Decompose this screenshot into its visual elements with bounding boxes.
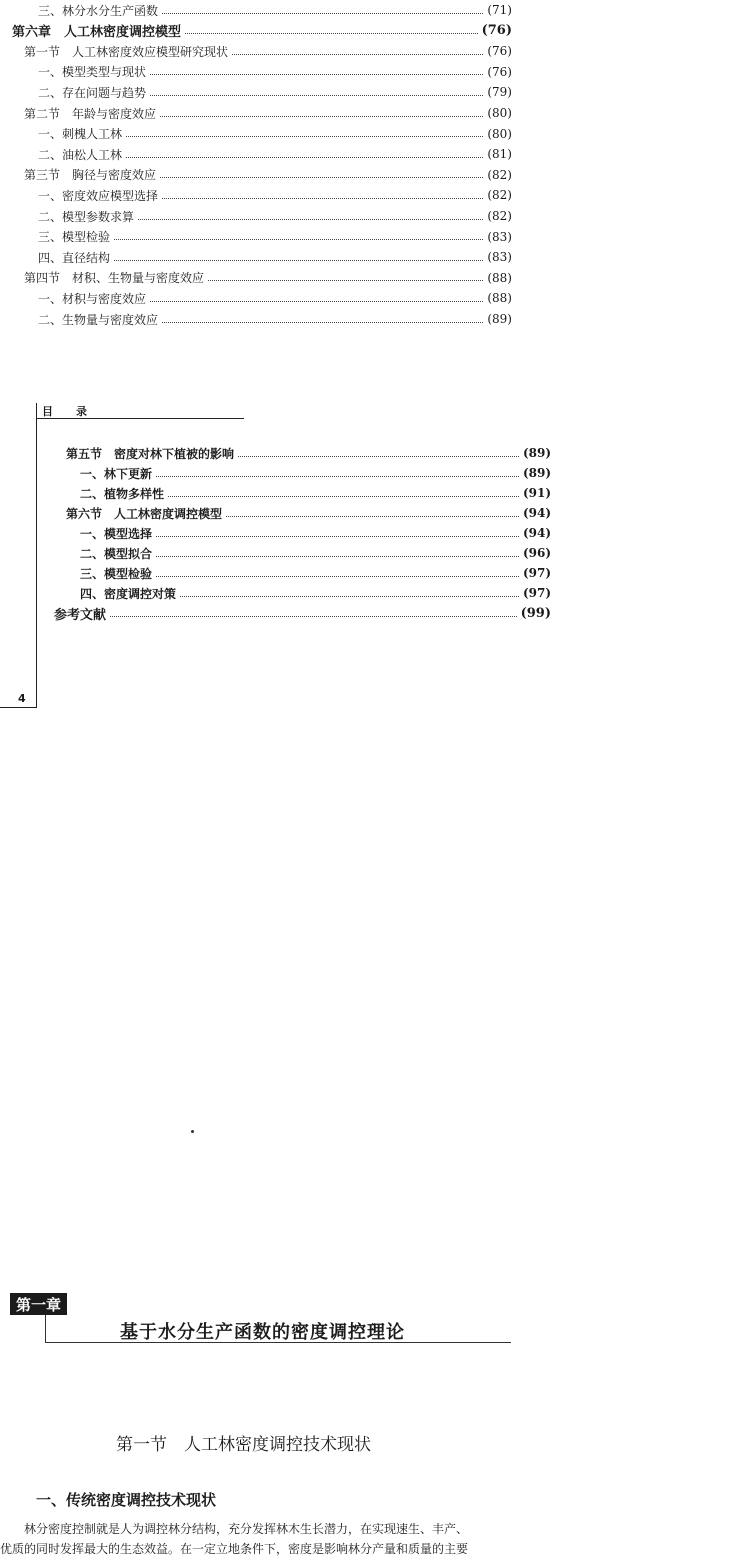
toc-item-entry bbox=[38, 82, 512, 102]
toc-entry-page: (89) bbox=[522, 446, 551, 460]
toc-entry-page: (82) bbox=[487, 167, 512, 182]
toc-leader-dots bbox=[150, 74, 483, 75]
toc-item-entry bbox=[80, 543, 551, 563]
toc-leader-dots bbox=[180, 596, 519, 597]
toc-item-entry bbox=[80, 523, 551, 543]
toc-entry-page: (82) bbox=[487, 209, 512, 223]
toc-entry-label: 一、刺槐人工林 bbox=[38, 127, 123, 142]
toc-entry-label: 一、模型类型与现状 bbox=[38, 65, 147, 80]
toc-leader-dots bbox=[185, 33, 478, 34]
toc-entry-page: (96) bbox=[522, 546, 551, 560]
toc-entry-label: 二、植物多样性 bbox=[80, 486, 165, 501]
toc-leader-dots bbox=[160, 116, 483, 117]
toc-entry-label: 三、模型检验 bbox=[38, 230, 111, 245]
toc-entry-label: 二、模型参数求算 bbox=[38, 209, 135, 224]
toc-entry-page: (88) bbox=[487, 291, 512, 306]
toc-leader-dots bbox=[138, 219, 483, 220]
toc-entry-label: 三、林分水分生产函数 bbox=[38, 3, 159, 18]
toc-item-entry bbox=[80, 583, 551, 603]
toc-leader-dots bbox=[114, 239, 483, 240]
toc-entry-label: 二、模型拟合 bbox=[80, 546, 153, 561]
toc-entry-label: 参考文献 bbox=[54, 607, 107, 623]
toc-entry-page: (89) bbox=[487, 312, 512, 326]
toc-leader-dots bbox=[110, 616, 517, 617]
toc-entry-page: (83) bbox=[487, 229, 512, 244]
toc-leader-dots bbox=[208, 280, 483, 281]
toc-leader-dots bbox=[162, 13, 483, 14]
toc-item-entry bbox=[80, 483, 551, 503]
toc-item-entry bbox=[38, 288, 512, 308]
toc-entry-page: (81) bbox=[487, 147, 512, 162]
toc-entry-page: (91) bbox=[522, 486, 551, 500]
toc-entry-page: (94) bbox=[522, 506, 551, 520]
toc-entry-label: 四、直径结构 bbox=[38, 250, 111, 265]
toc-leader-dots bbox=[114, 260, 483, 261]
toc-entry-page: (76) bbox=[487, 44, 512, 59]
toc-entry-page: (71) bbox=[487, 3, 512, 17]
toc-leader-dots bbox=[126, 136, 483, 137]
toc-leader-dots bbox=[126, 157, 483, 158]
toc-leader-dots bbox=[226, 516, 519, 517]
chapter-title: 基于水分生产函数的密度调控理论 bbox=[120, 1322, 405, 1343]
toc-chapter-entry bbox=[54, 603, 551, 623]
toc-entry-page: (97) bbox=[522, 586, 551, 600]
toc-item-entry bbox=[38, 309, 512, 329]
toc-leader-dots bbox=[238, 456, 519, 457]
toc-item-entry bbox=[38, 206, 512, 226]
toc-entry-page: (99) bbox=[520, 605, 551, 621]
toc-entry-page: (94) bbox=[522, 526, 551, 540]
toc-entry-label: 第一节 人工林密度效应模型研究现状 bbox=[24, 44, 229, 59]
page-footer-rule bbox=[0, 707, 37, 708]
toc-entry-page: (76) bbox=[487, 64, 512, 79]
toc-header: 目 录 bbox=[42, 405, 93, 418]
toc-entry-label: 二、生物量与密度效应 bbox=[38, 312, 159, 327]
toc-entry-label: 四、密度调控对策 bbox=[80, 586, 177, 601]
toc-entry-label: 第五节 密度对林下植被的影响 bbox=[66, 446, 235, 461]
toc-entry-page: (83) bbox=[487, 250, 512, 265]
toc-item-entry bbox=[38, 62, 512, 82]
toc-leader-dots bbox=[162, 198, 483, 199]
toc-section-entry bbox=[24, 268, 512, 288]
scan-speck bbox=[191, 1130, 194, 1133]
toc-section-entry bbox=[66, 503, 551, 523]
toc-leader-dots bbox=[160, 177, 483, 178]
toc-entry-label: 三、模型检验 bbox=[80, 566, 153, 581]
toc-chapter-entry bbox=[12, 21, 512, 41]
toc-leader-dots bbox=[156, 556, 519, 557]
toc-entry-label: 二、存在问题与趋势 bbox=[38, 85, 147, 100]
toc-item-entry bbox=[80, 463, 551, 483]
toc-entry-label: 一、密度效应模型选择 bbox=[38, 188, 159, 203]
toc-entry-page: (79) bbox=[487, 85, 512, 100]
chapter-rule-vertical bbox=[45, 1315, 46, 1342]
toc-entry-page: (97) bbox=[522, 566, 551, 580]
toc-item-entry bbox=[80, 563, 551, 583]
toc-leader-dots bbox=[150, 95, 483, 96]
toc-item-entry bbox=[38, 0, 512, 20]
body-line: 林分密度控制就是人为调控林分结构，充分发挥林木生长潜力，在实现速生、丰产、 bbox=[0, 1522, 469, 1536]
subsection-title: 一、传统密度调控技术现状 bbox=[36, 1491, 217, 1509]
toc-leader-dots bbox=[168, 496, 519, 497]
toc-leader-dots bbox=[150, 301, 483, 302]
toc-section-entry bbox=[66, 443, 551, 463]
toc-entry-page: (80) bbox=[487, 126, 512, 141]
toc-leader-dots bbox=[232, 54, 483, 55]
toc-entry-label: 第六章 人工林密度调控模型 bbox=[12, 25, 182, 41]
toc-entry-label: 第六节 人工林密度调控模型 bbox=[66, 506, 223, 521]
toc-item-entry bbox=[38, 247, 512, 267]
body-line: 优质的同时发挥最大的生态效益。在一定立地条件下，密度是影响林分产量和质量的主要 bbox=[0, 1542, 469, 1556]
toc-item-entry bbox=[38, 227, 512, 247]
toc-item-entry bbox=[38, 144, 512, 164]
toc-entry-label: 一、模型选择 bbox=[80, 526, 153, 541]
toc-entry-page: (76) bbox=[481, 23, 512, 39]
toc-entry-label: 第四节 材积、生物量与密度效应 bbox=[24, 271, 205, 286]
toc-section-entry bbox=[24, 103, 512, 123]
toc-section-entry bbox=[24, 165, 512, 185]
toc-entry-label: 第二节 年龄与密度效应 bbox=[24, 106, 157, 121]
toc-entry-label: 一、林下更新 bbox=[80, 466, 153, 481]
toc-leader-dots bbox=[156, 536, 519, 537]
toc-section-entry bbox=[24, 41, 512, 61]
toc-leader-dots bbox=[162, 322, 483, 323]
toc-entry-label: 第三节 胸径与密度效应 bbox=[24, 168, 157, 183]
toc-leader-dots bbox=[156, 576, 519, 577]
toc-item-entry bbox=[38, 124, 512, 144]
section-title: 第一节 人工林密度调控技术现状 bbox=[116, 1435, 371, 1455]
toc-entry-label: 二、油松人工林 bbox=[38, 147, 123, 162]
toc-entry-page: (89) bbox=[522, 466, 551, 480]
toc-entry-label: 一、材积与密度效应 bbox=[38, 291, 147, 306]
toc-leader-dots bbox=[156, 476, 519, 477]
page-number: 4 bbox=[18, 692, 26, 705]
toc-item-entry bbox=[38, 185, 512, 205]
toc-entry-page: (82) bbox=[487, 188, 512, 203]
toc-entry-page: (80) bbox=[487, 106, 512, 120]
toc-entry-page: (88) bbox=[487, 270, 512, 285]
chapter-badge: 第一章 bbox=[10, 1293, 67, 1315]
